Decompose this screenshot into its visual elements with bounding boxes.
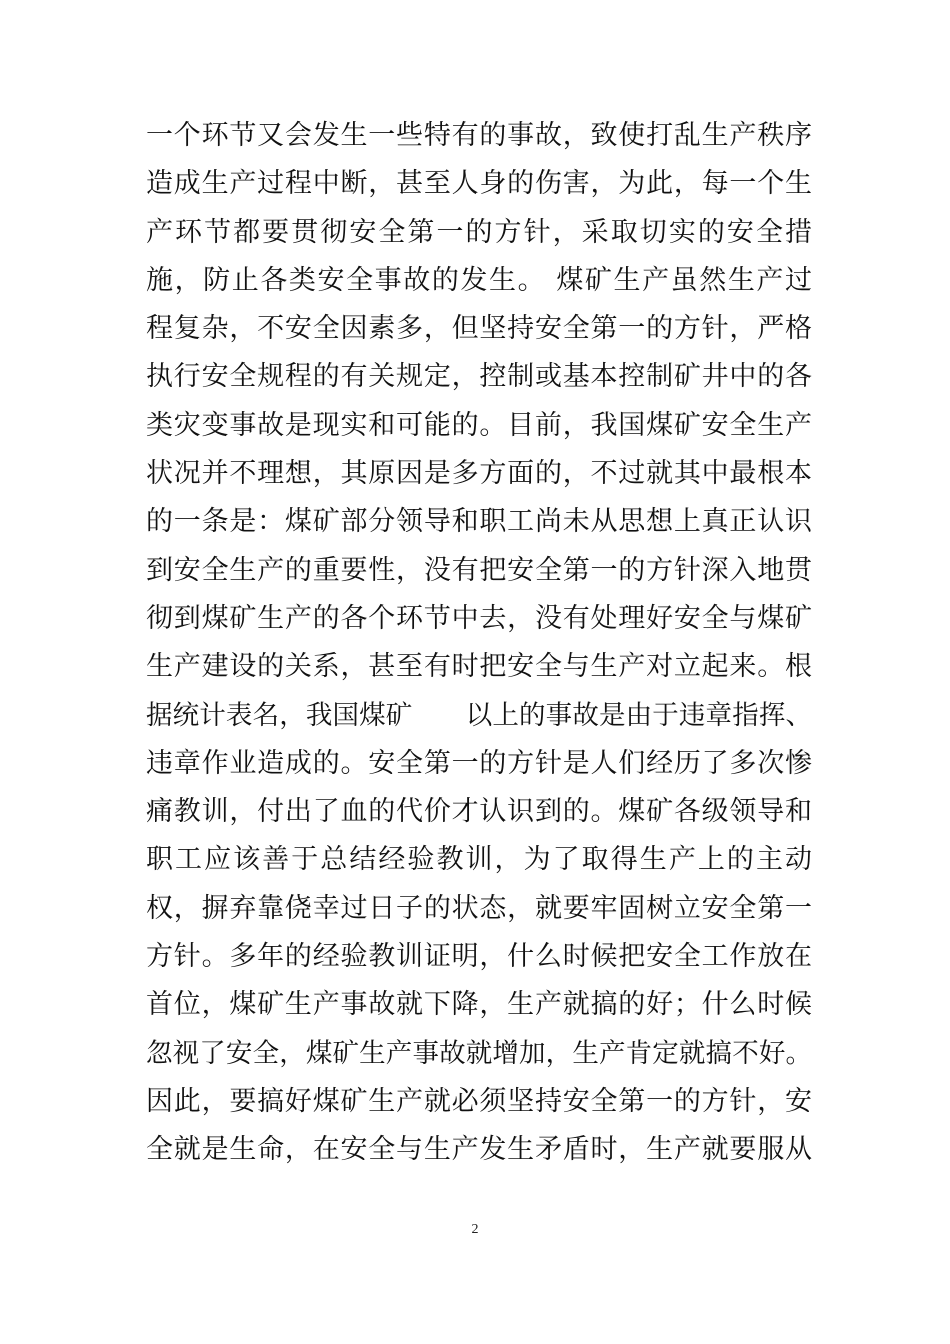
text-line: 彻到煤矿生产的各个环节中去，没有处理好安全与煤矿	[146, 602, 812, 634]
text-line: 忽视了安全，煤矿生产事故就增加，生产肯定就搞不好。	[146, 1037, 812, 1069]
text-line: 职工应该善于总结经验教训，为了取得生产上的主动	[146, 844, 812, 876]
page-number: 2	[471, 1222, 479, 1237]
text-line: 据统计表名，我国煤矿 以上的事故是由于违章指挥、	[146, 699, 812, 731]
text-line: 一个环节又会发生一些特有的事故，致使打乱生产秩序	[146, 120, 812, 151]
text-line: 状况并不理想，其原因是多方面的，不过就其中最根本	[146, 458, 812, 490]
text-line: 到安全生产的重要性，没有把安全第一的方针深入地贯	[146, 554, 812, 586]
text-line: 痛教训，付出了血的代价才认识到的。煤矿各级领导和	[146, 796, 812, 828]
text-line: 的一条是：煤矿部分领导和职工尚未从思想上真正认识	[146, 506, 812, 538]
text-line: 方针。多年的经验教训证明，什么时候把安全工作放在	[146, 941, 812, 973]
text-line: 类灾变事故是现实和可能的。目前，我国煤矿安全生产	[146, 409, 812, 441]
body-text	[146, 112, 812, 1175]
text-line: 因此，要搞好煤矿生产就必须坚持安全第一的方针，安	[146, 1085, 812, 1117]
text-line: 权，摒弃靠侥幸过日子的状态，就要牢固树立安全第一	[146, 892, 812, 924]
text-line: 造成生产过程中断，甚至人身的伤害，为此，每一个生	[146, 168, 812, 200]
text-line: 违章作业造成的。安全第一的方针是人们经历了多次惨	[146, 747, 812, 779]
text-line: 执行安全规程的有关规定，控制或基本控制矿井中的各	[146, 361, 812, 393]
text-line: 程复杂，不安全因素多，但坚持安全第一的方针，严格	[146, 313, 812, 345]
text-line: 首位，煤矿生产事故就下降，生产就搞的好；什么时候	[146, 989, 812, 1021]
text-line: 生产建设的关系，甚至有时把安全与生产对立起来。根	[146, 651, 812, 683]
text-line: 全就是生命，在安全与生产发生矛盾时，生产就要服从	[146, 1134, 812, 1166]
text-line: 施，防止各类安全事故的发生。 煤矿生产虽然生产过	[146, 264, 812, 296]
text-line: 产环节都要贯彻安全第一的方针，采取切实的安全措	[146, 216, 812, 248]
